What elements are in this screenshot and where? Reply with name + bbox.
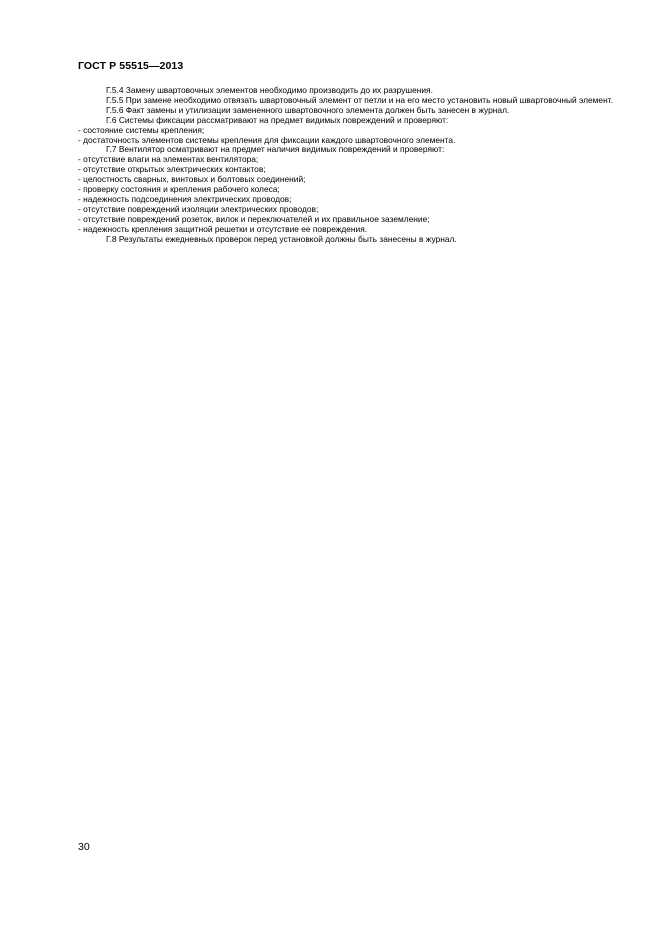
list-item: - проверку состояния и крепления рабочего колеса;	[78, 184, 280, 195]
list-item: - достаточность элементов системы крепления для фиксации каждого швартовочного элемента.	[78, 134, 456, 145]
paragraph-g-8: Г.8 Результаты ежедневных проверок перед установкой должны быть занесены в журнал.	[106, 233, 457, 244]
document-header: ГОСТ Р 55515—2013	[78, 60, 184, 72]
paragraph-g-5-4: Г.5.4 Замену швартовочных элементов необходимо производить до их разрушения.	[106, 85, 433, 95]
paragraph-g-5-5: Г.5.5 При замене необходимо отвязать швартовочный элемент от петли и на его место установить новый швартовочный элемент.	[106, 94, 613, 105]
list-item: - надежность крепления защитной решетки и отсутствие ее повреждения.	[78, 223, 368, 234]
paragraph-g-5-6: Г.5.6 Факт замены и утилизации замененного швартовочного элемента должен быть занесен в журнал.	[106, 104, 510, 115]
list-item: - состояние системы крепления;	[78, 124, 205, 135]
list-item: - целостность сварных, винтовых и болтовых соединений;	[78, 174, 306, 185]
paragraph-g-6: Г.6 Системы фиксации рассматривают на предмет видимых повреждений и проверяют:	[106, 114, 449, 125]
page-number: 30	[78, 841, 90, 853]
document-body	[78, 86, 615, 245]
list-item: - отсутствие повреждений изоляции электрических проводов;	[78, 203, 319, 214]
list-item: - отсутствие повреждений розеток, вилок и переключателей и их правильное заземление;	[78, 213, 430, 224]
list-item: - отсутствие влаги на элементах вентилятора;	[78, 154, 259, 165]
paragraph-g-7: Г.7 Вентилятор осматривают на предмет наличия видимых повреждений и проверяют:	[106, 144, 445, 155]
list-item: - надежность подсоединения электрических проводов;	[78, 193, 292, 204]
list-item: - отсутствие открытых электрических контактов;	[78, 164, 266, 175]
